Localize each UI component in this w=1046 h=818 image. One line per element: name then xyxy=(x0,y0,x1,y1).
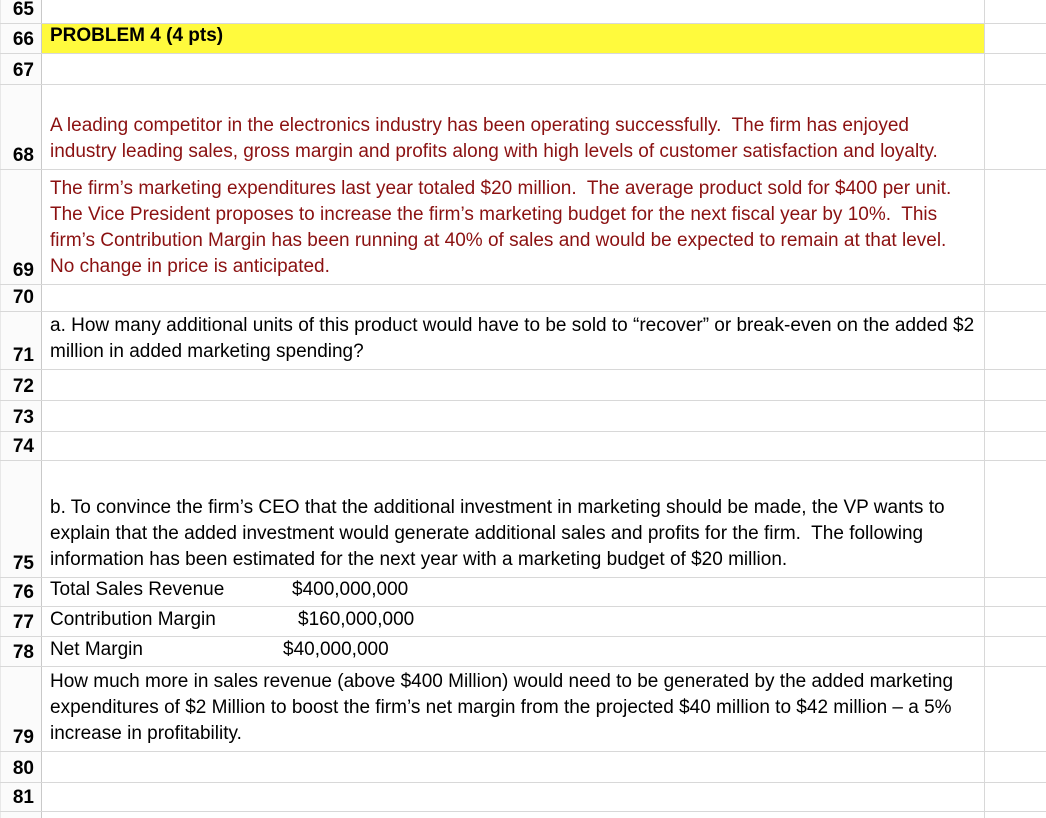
cell-b76-total-sales-revenue[interactable] xyxy=(42,578,985,606)
row-header-78[interactable] xyxy=(0,637,42,666)
sheet-row-80 xyxy=(0,752,1046,783)
row-number: 75 xyxy=(12,553,34,574)
cell-c67[interactable] xyxy=(985,54,1046,84)
sheet-row-77 xyxy=(0,607,1046,637)
row-header-72[interactable] xyxy=(0,370,42,400)
row-header-82[interactable] xyxy=(0,812,42,818)
sheet-row-73 xyxy=(0,401,1046,432)
row-number: 67 xyxy=(12,60,34,81)
row-header-71[interactable] xyxy=(0,312,42,369)
cell-b70[interactable] xyxy=(42,285,985,311)
cell-c70[interactable] xyxy=(985,285,1046,311)
cell-c80[interactable] xyxy=(985,752,1046,782)
sheet-row-72 xyxy=(0,370,1046,401)
sheet-row-79 xyxy=(0,667,1046,752)
cell-b80[interactable] xyxy=(42,752,985,782)
sheet-row-78 xyxy=(0,637,1046,667)
sheet-row-76 xyxy=(0,578,1046,607)
row-number: 72 xyxy=(12,376,34,397)
row-header-73[interactable] xyxy=(0,401,42,431)
cell-b78-net-margin[interactable] xyxy=(42,637,985,666)
cell-c66[interactable] xyxy=(985,24,1046,53)
question-b-text: b. To convince the firm’s CEO that the additional investment in marketing should be made, the VP wants to explain that the added investment would generate additional sales and profits for the firm. The following information has been estimated for the next year with a marketing budget of $20 million. xyxy=(50,497,950,570)
cell-c65[interactable] xyxy=(985,0,1046,23)
cell-c68[interactable] xyxy=(985,85,1046,169)
sheet-row-69 xyxy=(0,170,1046,285)
cell-b67[interactable] xyxy=(42,54,985,84)
sheet-row-67 xyxy=(0,54,1046,85)
row-header-69[interactable] xyxy=(0,170,42,284)
contribution-margin-label: Contribution Margin xyxy=(50,609,216,630)
row-header-68[interactable] xyxy=(0,85,42,169)
revenue-question-text: How much more in sales revenue (above $400 Million) would need to be generated by the added marketing expenditures of $2 Million to boost the firm’s net margin from the projected $40 million to $42 million – a 5% increase in profitability. xyxy=(50,671,959,744)
row-number: 81 xyxy=(12,787,34,808)
cell-b72[interactable] xyxy=(42,370,985,400)
question-a-text: a. How many additional units of this product would have to be sold to “recover” or break-even on the added $2 million in added marketing spending? xyxy=(50,315,980,362)
sheet-row-81 xyxy=(0,783,1046,812)
cell-c72[interactable] xyxy=(985,370,1046,400)
row-header-76[interactable] xyxy=(0,578,42,606)
sheet-row-82-partial xyxy=(0,812,1046,818)
row-number: 70 xyxy=(12,287,34,308)
cell-c78[interactable] xyxy=(985,637,1046,666)
row-number: 69 xyxy=(12,260,34,281)
cell-b77-contribution-margin[interactable] xyxy=(42,607,985,636)
cell-b65[interactable] xyxy=(42,0,985,23)
row-number: 74 xyxy=(12,436,34,457)
cell-c69[interactable] xyxy=(985,170,1046,284)
cell-b79-revenue-question[interactable] xyxy=(42,667,985,751)
row-header-65[interactable] xyxy=(0,0,42,23)
cell-b82[interactable] xyxy=(42,812,985,818)
total-sales-revenue-label: Total Sales Revenue xyxy=(50,579,225,600)
row-header-75[interactable] xyxy=(0,461,42,577)
sheet-row-68 xyxy=(0,85,1046,170)
row-number: 71 xyxy=(12,345,34,366)
sheet-row-66 xyxy=(0,24,1046,54)
cell-c81[interactable] xyxy=(985,783,1046,811)
row-number: 73 xyxy=(12,407,34,428)
row-header-77[interactable] xyxy=(0,607,42,636)
cell-c73[interactable] xyxy=(985,401,1046,431)
cell-b66-problem-title[interactable] xyxy=(42,24,985,53)
row-header-67[interactable] xyxy=(0,54,42,84)
row-number: 78 xyxy=(12,642,34,663)
cell-c79[interactable] xyxy=(985,667,1046,751)
sheet-row-74 xyxy=(0,432,1046,461)
row-number: 76 xyxy=(12,582,34,603)
net-margin-label: Net Margin xyxy=(50,639,143,660)
row-number: 68 xyxy=(12,145,34,166)
cell-c82[interactable] xyxy=(985,812,1046,818)
cell-b69-scenario-paragraph[interactable] xyxy=(42,170,985,284)
sheet-row-71 xyxy=(0,312,1046,370)
cell-b71-question-a[interactable] xyxy=(42,312,985,369)
cell-c74[interactable] xyxy=(985,432,1046,460)
contribution-margin-value: $160,000,000 xyxy=(298,609,415,630)
problem-title: PROBLEM 4 (4 pts) xyxy=(50,25,224,46)
row-header-70[interactable] xyxy=(0,285,42,311)
row-header-74[interactable] xyxy=(0,432,42,460)
cell-b68-intro-paragraph[interactable] xyxy=(42,85,985,169)
row-number: 65 xyxy=(12,0,34,20)
row-header-79[interactable] xyxy=(0,667,42,751)
cell-b81[interactable] xyxy=(42,783,985,811)
cell-b74[interactable] xyxy=(42,432,985,460)
cell-c76[interactable] xyxy=(985,578,1046,606)
row-number: 80 xyxy=(12,758,34,779)
row-header-66[interactable] xyxy=(0,24,42,53)
total-sales-revenue-value: $400,000,000 xyxy=(292,579,409,600)
cell-b75-question-b[interactable] xyxy=(42,461,985,577)
net-margin-value: $40,000,000 xyxy=(283,639,389,660)
sheet-row-70 xyxy=(0,285,1046,312)
row-header-80[interactable] xyxy=(0,752,42,782)
cell-c77[interactable] xyxy=(985,607,1046,636)
cell-b73[interactable] xyxy=(42,401,985,431)
row-number: 79 xyxy=(12,727,34,748)
sheet-row-75 xyxy=(0,461,1046,578)
cell-c71[interactable] xyxy=(985,312,1046,369)
row-number: 77 xyxy=(12,612,34,633)
intro-paragraph: A leading competitor in the electronics industry has been operating successfully. The firm has enjoyed industry leading sales, gross margin and profits along with high levels of customer satisfaction and loyalty. xyxy=(50,115,938,162)
row-number: 66 xyxy=(12,29,34,50)
cell-c75[interactable] xyxy=(985,461,1046,577)
row-header-81[interactable] xyxy=(0,783,42,811)
scenario-paragraph: The firm’s marketing expenditures last year totaled $20 million. The average product sold for $400 per unit. The Vice President proposes to increase the firm’s marketing budget for the next fiscal year by 10%. This firm’s Contribution Margin has been running at 40% of sales and would be expected to remain at that level. No change in price is anticipated. xyxy=(50,178,962,277)
